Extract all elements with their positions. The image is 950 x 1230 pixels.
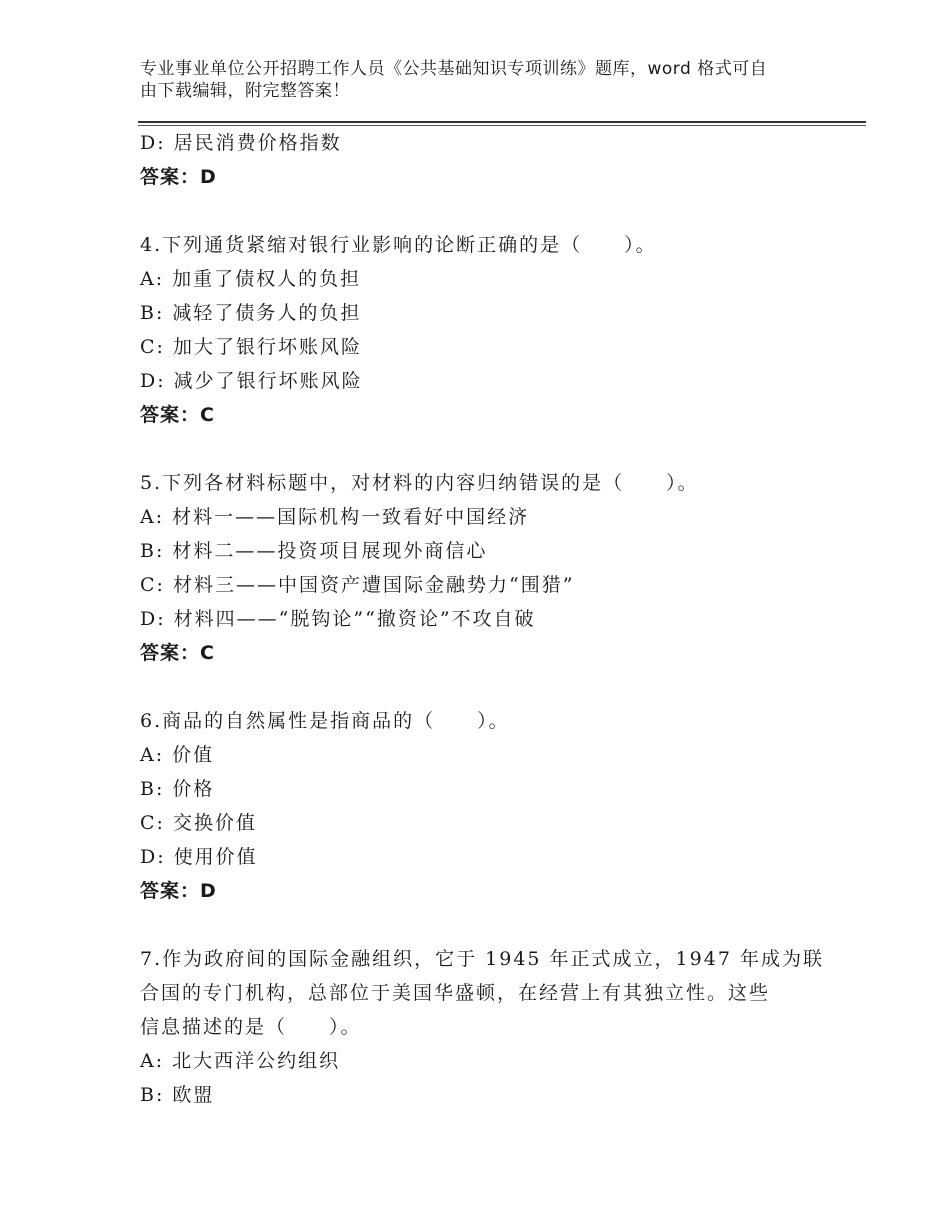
q6-stem: 6.商品的自然属性是指商品的（ ）。 xyxy=(140,710,510,732)
q7-stem-line-3: 信息描述的是（ ）。 xyxy=(140,1016,362,1038)
header-line-1: 专业事业单位公开招聘工作人员《公共基础知识专项训练》题库，word 格式可自 xyxy=(140,59,768,79)
header-rule-thick xyxy=(138,121,866,123)
q7-stem-line-2: 合国的专门机构，总部位于美国华盛顿，在经营上有其独立性。这些 xyxy=(140,982,771,1004)
q5-option-d: D: 材料四——“脱钩论”“撤资论”不攻自破 xyxy=(140,608,536,630)
spacer xyxy=(140,432,820,466)
q4-option-a: A: 加重了债权人的负担 xyxy=(140,268,362,290)
spacer xyxy=(140,670,820,704)
q4-stem: 4.下列通货紧缩对银行业影响的论断正确的是（ ）。 xyxy=(140,234,657,256)
page-header xyxy=(140,58,840,102)
q5-option-a: A: 材料一——国际机构一致看好中国经济 xyxy=(140,506,530,528)
q6-option-b: B: 价格 xyxy=(140,778,215,800)
q4-option-c: C: 加大了银行坏账风险 xyxy=(140,336,362,358)
q5-option-b: B: 材料二——投资项目展现外商信心 xyxy=(140,540,488,562)
q7-stem-line-1: 7.作为政府间的国际金融组织，它于 1945 年正式成立，1947 年成为联 xyxy=(140,948,824,970)
spacer xyxy=(140,908,820,942)
q5-answer: 答案：C xyxy=(140,642,215,664)
q5-option-c: C: 材料三——中国资产遭国际金融势力“围猎” xyxy=(140,574,575,596)
header-line-2: 由下载编辑，附完整答案！ xyxy=(140,81,350,101)
spacer xyxy=(140,194,820,228)
q6-answer: 答案：D xyxy=(140,880,217,902)
q6-option-a: A: 价值 xyxy=(140,744,215,766)
q3-option-d: D: 居民消费价格指数 xyxy=(140,132,342,154)
q4-option-b: B: 减轻了债务人的负担 xyxy=(140,302,362,324)
q7-option-a: A: 北大西洋公约组织 xyxy=(140,1050,341,1072)
q6-option-c: C: 交换价值 xyxy=(140,812,257,834)
q3-answer: 答案：D xyxy=(140,166,217,188)
q6-option-d: D: 使用价值 xyxy=(140,846,258,868)
question-content xyxy=(140,126,824,1112)
q4-option-d: D: 减少了银行坏账风险 xyxy=(140,370,363,392)
q4-answer: 答案：C xyxy=(140,404,215,426)
q7-option-b: B: 欧盟 xyxy=(140,1084,215,1106)
q5-stem: 5.下列各材料标题中，对材料的内容归纳错误的是（ ）。 xyxy=(140,472,699,494)
